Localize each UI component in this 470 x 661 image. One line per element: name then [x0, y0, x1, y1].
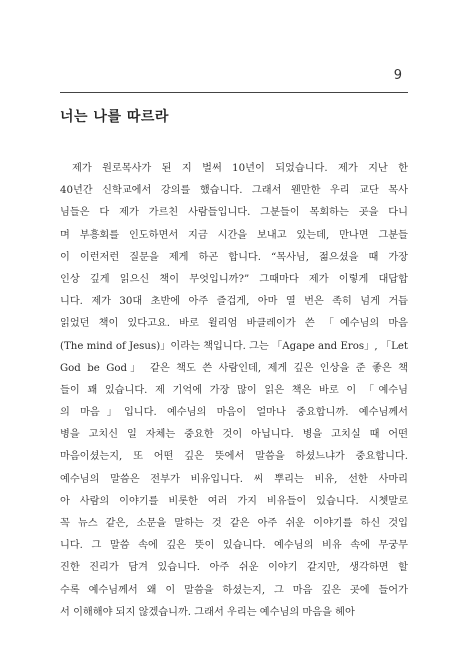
paragraph-line: 니다. 제가 30대 초반에 아주 즐겁게, 아마 열 번은 족히 넘게 거듭 — [60, 296, 408, 308]
paragraph-line: 아 사람의 이야기를 비롯한 여러 가지 비유들이 있습니다. 시쳇말로 — [60, 495, 408, 507]
paragraph-line: 진한 진리가 담겨 있습니다. 아주 쉬운 이야기 같지만, 생각하면 할 — [60, 562, 408, 574]
paragraph-line: 들이 꽤 있습니다. 제 기억에 가장 많이 읽은 책은 바로 이 「예수님 — [60, 384, 408, 396]
paragraph-line: 수록 예수님께서 왜 이 말씀을 하셨는지, 그 마음 깊은 곳에 들어가 — [60, 584, 408, 596]
paragraph-line: 제가 원로목사가 된 지 벌써 10년이 되었습니다. 제가 지난 한 — [72, 163, 408, 174]
page-number: 9 — [393, 68, 402, 83]
paragraph-line: 니다. 그 말씀 속에 깊은 뜻이 있습니다. 예수님의 비유 속에 무궁무 — [60, 540, 408, 552]
paragraph-line: 40년간 신학교에서 강의를 했습니다. 그래서 웬만한 우리 교단 목사 — [60, 185, 408, 197]
paragraph-line: 의 마음」입니다. 예수님의 마음이 얼마나 중요합니까. 예수님께서 — [60, 407, 408, 419]
paragraph-line: God be God」 같은 책도 쓴 사람인데, 제게 깊은 인상을 준 좋은 책 — [60, 362, 408, 374]
paragraph-line: 예수님의 말씀은 전부가 비유입니다. 씨 뿌리는 비유, 선한 사마리 — [60, 473, 408, 485]
header-divider — [60, 92, 408, 93]
paragraph-line: 며 부흥회를 인도하면서 지금 시간을 보내고 있는데, 만나면 그분들 — [60, 229, 408, 241]
paragraph-line: 님들은 다 제가 가르친 사람들입니다. 그분들이 목회하는 곳을 다니 — [60, 207, 408, 219]
body-paragraph — [60, 158, 408, 624]
paragraph-line: 병을 고치신 일 자체는 중요한 것이 아닙니다. 병을 고치실 때 어떤 — [60, 429, 408, 441]
paragraph-line: 읽었던 책이 있다고요. 바로 윌리엄 바클레이가 쓴 「예수님의 마음 — [60, 318, 408, 330]
paragraph-line: 인상 깊게 읽으신 책이 무엇입니까?” 그때마다 제가 이렇게 대답합 — [60, 273, 408, 285]
paragraph-line: 마음이셨는지, 또 어떤 깊은 뜻에서 말씀을 하셨느냐가 중요합니다. — [60, 451, 408, 463]
paragraph-line: 서 이해해야 되지 않겠습니까. 그래서 우리는 예수님의 마음을 헤아 — [60, 606, 355, 618]
paragraph-line: (The mind of Jesus)」이라는 책입니다. 그는 「Agape and Eros」, 「Let — [60, 340, 408, 352]
section-title: 너는 나를 따르라 — [60, 109, 169, 125]
paragraph-line: 꼭 뉴스 같은, 소문을 말하는 것 같은 아주 쉬운 이야기를 하신 것입 — [60, 518, 408, 529]
paragraph-line: 이 이런저런 질문을 제게 하곤 합니다. “목사님, 젊으셨을 때 가장 — [60, 251, 408, 263]
